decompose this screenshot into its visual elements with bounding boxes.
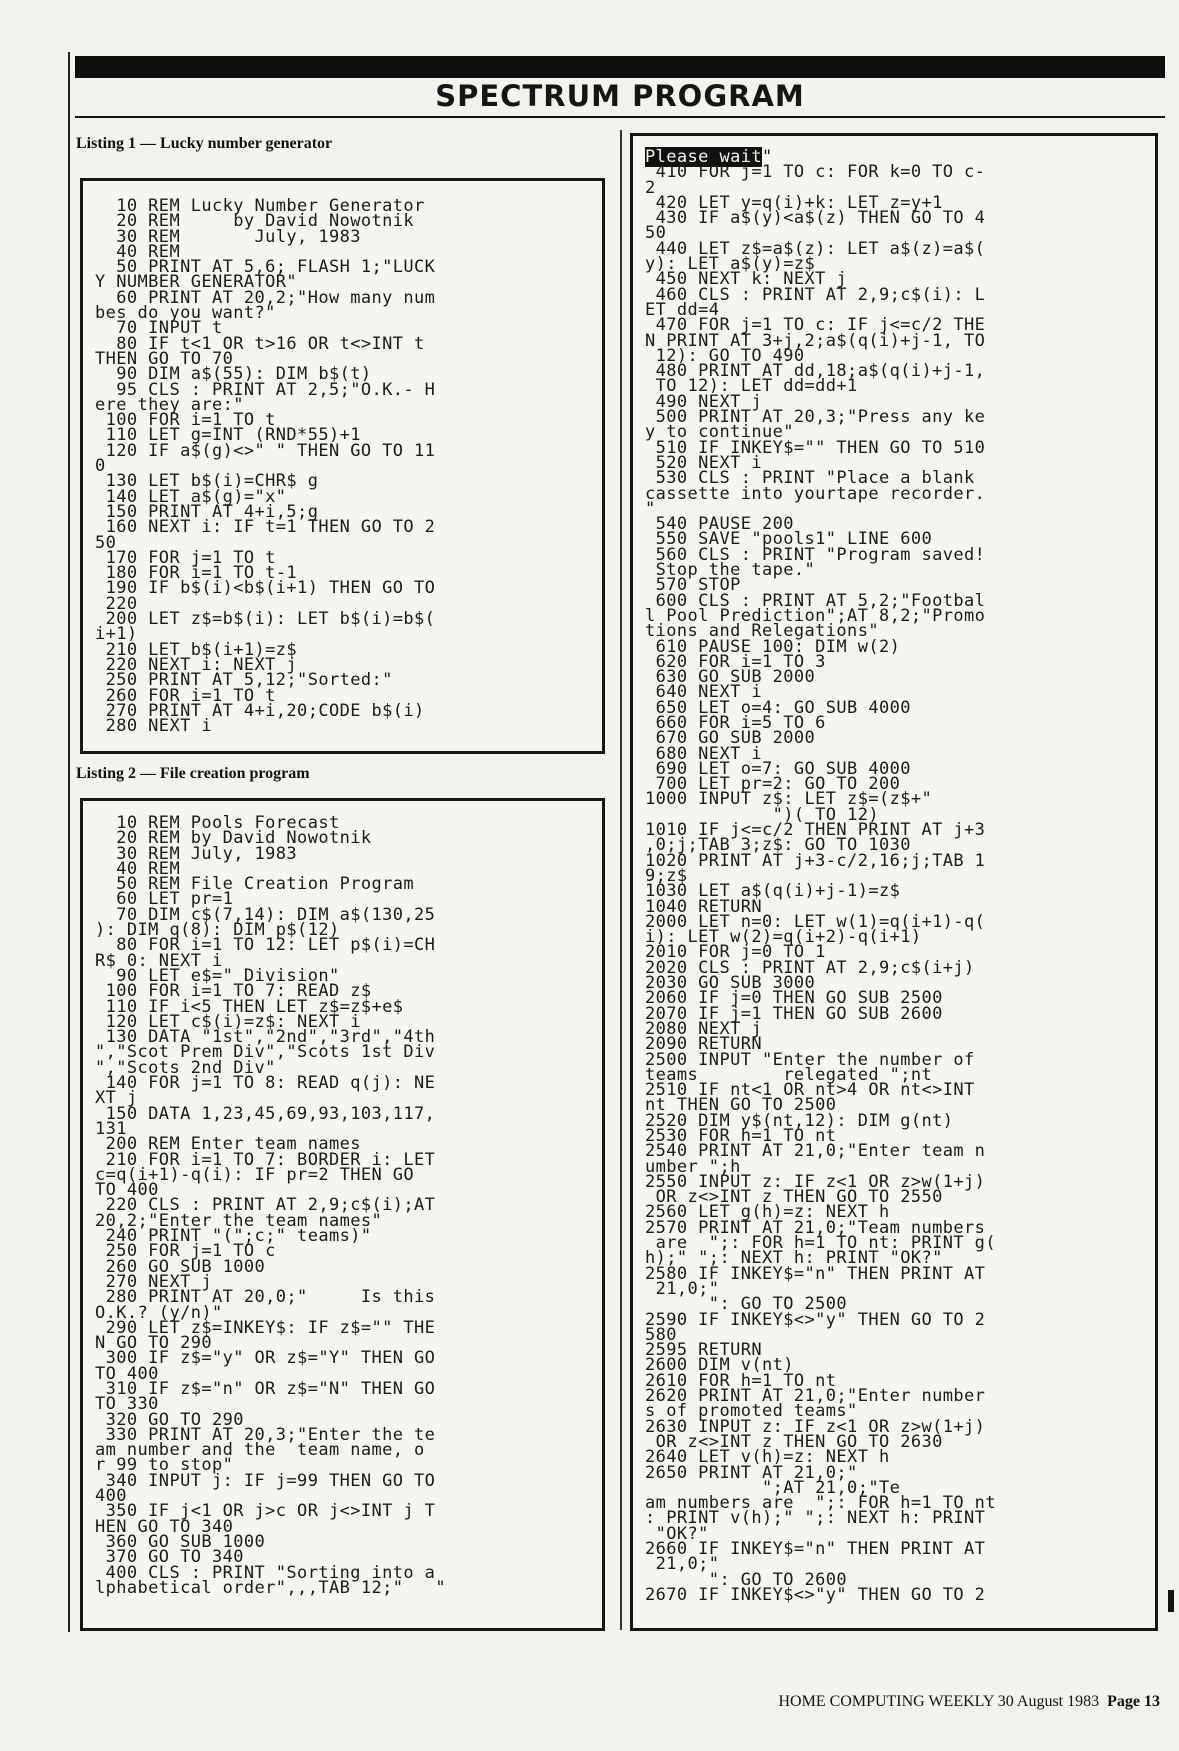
code-line: 80 FOR i=1 TO 12: LET p$(i)=CH [95, 935, 436, 956]
code-line: ,0;j;TAB 3;z$: GO TO 1030 [645, 835, 911, 856]
code-line: 560 CLS : PRINT "Program saved! [645, 544, 986, 565]
code-line: lphabetical order",,,TAB 12;" " [95, 1577, 446, 1598]
code-line: 220 [95, 593, 138, 614]
code-line: 90 DIM a$(55): DIM b$(t) [95, 364, 372, 385]
code-line: 150 DATA 1,23,45,69,93,103,117, [95, 1103, 436, 1124]
code-line: 400 CLS : PRINT "Sorting into a [95, 1562, 436, 1583]
code-line: h);" ";: NEXT h: PRINT "OK?" [645, 1248, 943, 1269]
code-line: ": GO TO 2600 [645, 1569, 848, 1590]
code-line: 160 NEXT i: IF t=1 THEN GO TO 2 [95, 517, 436, 538]
code-line: 1020 PRINT AT j+3-c/2,16;j;TAB 1 [645, 850, 986, 871]
code-line: 690 LET o=7: GO SUB 4000 [645, 758, 911, 779]
code-line: 430 IF a$(y)<a$(z) THEN GO TO 4 [645, 208, 986, 229]
code-line: Y NUMBER GENERATOR" [95, 272, 298, 293]
listing-2-box [80, 798, 605, 1631]
code-line: 2610 FOR h=1 TO nt [645, 1370, 837, 1391]
code-line: 400 [95, 1486, 127, 1507]
listing-1-caption: Listing 1 — Lucky number generator [76, 135, 333, 152]
code-line: y to continue" [645, 422, 794, 443]
code-line: 630 GO SUB 2000 [645, 667, 816, 688]
code-line: 130 LET b$(i)=CHR$ g [95, 471, 319, 492]
code-line: 20,2;"Enter the team names" [95, 1210, 383, 1231]
code-line: 9;z$ [645, 865, 688, 886]
code-line: 20 REM by David Nowotnik [95, 828, 372, 849]
code-line: cassette into yourtape recorder. [645, 483, 986, 504]
code-line: ","Scots 2nd Div" [95, 1057, 276, 1078]
listing-1-box [80, 178, 605, 754]
code-line: XT j [95, 1088, 138, 1109]
code-line: 0 [95, 456, 106, 477]
code-line: N GO TO 290 [95, 1333, 212, 1354]
code-line: 50 PRINT AT 5,6; FLASH 1;"LUCK [95, 257, 436, 278]
listing-2-caption: Listing 2 — File creation program [76, 765, 310, 782]
code-line: 660 FOR i=5 TO 6 [645, 712, 826, 733]
code-line: N PRINT AT 3+j,2;a$(q(i)+j-1, TO [645, 330, 986, 351]
code-line: r 99 to stop" [95, 1455, 234, 1476]
code-line: ET dd=4 [645, 299, 720, 320]
code-line: 131 [95, 1118, 127, 1139]
code-line: 2030 GO SUB 3000 [645, 973, 816, 994]
listing-continuation-box [630, 133, 1158, 1631]
code-line: 12): GO TO 490 [645, 345, 805, 366]
code-line: 110 LET g=INT (RND*55)+1 [95, 425, 361, 446]
listing-2-code [95, 813, 446, 1598]
code-line: 220 CLS : PRINT AT 2,9;c$(i);AT [95, 1195, 436, 1216]
code-line: 270 PRINT AT 4+i,20;CODE b$(i) [95, 700, 425, 721]
code-line: 600 CLS : PRINT AT 5,2;"Footbal [645, 590, 986, 611]
code-line: 640 NEXT i [645, 682, 762, 703]
code-line: am number and the team name, o [95, 1440, 425, 1461]
code-line: y): LET a$(y)=z$ [645, 254, 816, 275]
code-line: 260 FOR i=1 TO t [95, 685, 276, 706]
code-line: 240 PRINT "(";c;" teams)" [95, 1226, 372, 1247]
code-line: 440 LET z$=a$(z): LET a$(z)=a$( [645, 238, 986, 259]
listing-continuation-code [645, 147, 996, 1605]
code-line: 370 GO TO 340 [95, 1547, 244, 1568]
code-line: 470 FOR j=1 TO c: IF j<=c/2 THE [645, 315, 986, 336]
code-line: 2 [645, 177, 656, 198]
code-line: 280 NEXT i [95, 716, 212, 737]
code-line: 2640 LET v(h)=z: NEXT h [645, 1447, 890, 1468]
code-line: 530 CLS : PRINT "Place a blank [645, 468, 975, 489]
code-line: 2595 RETURN [645, 1340, 762, 1361]
code-line: ere they are:" [95, 394, 244, 415]
code-line: 140 FOR j=1 TO 8: READ q(j): NE [95, 1073, 436, 1094]
code-line: 2000 LET n=0: LET w(1)=q(i+1)-q( [645, 911, 986, 932]
code-line: 2600 DIM v(nt) [645, 1355, 794, 1376]
code-line: OR z<>INT z THEN GO TO 2630 [645, 1431, 943, 1452]
left-column-rule [68, 52, 70, 1632]
code-line: 650 LET o=4: GO SUB 4000 [645, 697, 911, 718]
code-line: 2090 RETURN [645, 1034, 762, 1055]
code-line: 290 LET z$=INKEY$: IF z$="" THE [95, 1317, 436, 1338]
code-line: 570 STOP [645, 575, 741, 596]
code-line: 410 FOR j=1 TO c: FOR k=0 TO c- [645, 162, 986, 183]
code-line: are ";: FOR h=1 TO nt: PRINT g( [645, 1233, 996, 1254]
code-line: 330 PRINT AT 20,3;"Enter the te [95, 1424, 436, 1445]
code-line: "OK?" [645, 1523, 709, 1544]
code-line: i+1) [95, 624, 138, 645]
code-line: 1000 INPUT z$: LET z$=(z$+" [645, 789, 933, 810]
code-line: i): LET w(2)=q(i+2)-q(i+1) [645, 927, 922, 948]
code-line: 220 NEXT i: NEXT j [95, 654, 298, 675]
page-footer [720, 1693, 1160, 1715]
code-line: 2530 FOR h=1 TO nt [645, 1126, 837, 1146]
code-line: 300 IF z$="y" OR z$="Y" THEN GO [95, 1348, 436, 1369]
code-line: 20 REM by David Nowotnik [95, 211, 415, 232]
code-line: 2580 IF INKEY$="n" THEN PRINT AT [645, 1263, 986, 1284]
code-line: 2550 INPUT z: IF z<1 OR z>w(1+j) [645, 1171, 986, 1192]
code-line: 540 PAUSE 200 [645, 514, 794, 535]
page-title: SPECTRUM PROGRAM [435, 79, 805, 113]
code-line: 2540 PRINT AT 21,0;"Enter team n [645, 1141, 986, 1162]
code-line: 310 IF z$="n" OR z$="N" THEN GO [95, 1378, 436, 1399]
code-line: 360 GO SUB 1000 [95, 1531, 266, 1552]
code-line: 60 PRINT AT 20,2;"How many num [95, 287, 436, 308]
code-line: 40 REM [95, 241, 181, 262]
code-line: 350 IF j<1 OR j>c OR j<>INT j T [95, 1501, 436, 1522]
code-line: 50 [645, 223, 667, 244]
code-line: bes do you want?" [95, 303, 276, 324]
code-line: R$ 0: NEXT i [95, 950, 223, 971]
code-line: 420 LET y=q(i)+k: LET z=y+1 [645, 192, 943, 213]
code-line: ": GO TO 2500 [645, 1294, 848, 1315]
code-line: nt THEN GO TO 2500 [645, 1095, 837, 1116]
code-line: 50 [95, 532, 117, 553]
code-line: HEN GO TO 340 [95, 1516, 234, 1537]
code-line: 200 LET z$=b$(i): LET b$(i)=b$( [95, 609, 436, 630]
inverse-video-text: Please wait [645, 147, 762, 167]
code-line: 2070 IF j=1 THEN GO SUB 2600 [645, 1003, 943, 1024]
code-line: 140 LET a$(g)="x" [95, 486, 287, 507]
code-line: 70 INPUT t [95, 318, 223, 339]
code-line: 100 FOR i=1 TO t [95, 410, 276, 431]
code-line: ")( TO 12) [645, 804, 879, 825]
code-line: 200 REM Enter team names [95, 1134, 361, 1155]
code-line: TO 400 [95, 1180, 159, 1201]
code-line: 1010 IF j<=c/2 THEN PRINT AT j+3 [645, 820, 986, 841]
code-line: 2520 DIM y$(nt,12): DIM g(nt) [645, 1110, 954, 1131]
code-line: 120 IF a$(g)<>" " THEN GO TO 11 [95, 440, 436, 461]
code-line: 2590 IF INKEY$<>"y" THEN GO TO 2 [645, 1309, 986, 1330]
code-line: " [645, 498, 656, 519]
code-line: 700 LET pr=2: GO TO 200 [645, 774, 901, 795]
publication-line: HOME COMPUTING WEEKLY 30 August 1983 [778, 1693, 1100, 1710]
code-line: 150 PRINT AT 4+i,5;g [95, 501, 319, 522]
code-line: 2650 PRINT AT 21,0;" [645, 1462, 858, 1483]
code-line: 550 SAVE "pools1" LINE 600 [645, 529, 933, 550]
code-line: Stop the tape." [645, 560, 816, 581]
code-line: 130 DATA "1st","2nd","3rd","4th [95, 1027, 436, 1048]
code-line: 1030 LET a$(q(i)+j-1)=z$ [645, 881, 901, 902]
code-line: 2570 PRINT AT 21,0;"Team numbers [645, 1217, 986, 1238]
code-line: THEN GO TO 70 [95, 348, 234, 369]
code-line: 2020 CLS : PRINT AT 2,9;c$(i+j) [645, 957, 975, 978]
code-line: 80 IF t<1 OR t>16 OR t<>INT t [95, 333, 425, 354]
code-line: : PRINT v(h);" ";: NEXT h: PRINT [645, 1508, 986, 1529]
code-line: 170 FOR j=1 TO t [95, 547, 276, 568]
code-line: TO 12): LET dd=dd+1 [645, 376, 858, 397]
code-line: 260 GO SUB 1000 [95, 1256, 266, 1277]
code-line: l Pool Prediction";AT 8,2;"Promo [645, 605, 986, 626]
code-line: s of promoted teams" [645, 1401, 858, 1422]
code-line: 340 INPUT j: IF j=99 THEN GO TO [95, 1470, 436, 1491]
code-line: 320 GO TO 290 [95, 1409, 244, 1430]
code-line: 680 NEXT i [645, 743, 762, 764]
code-line: 2660 IF INKEY$="n" THEN PRINT AT [645, 1539, 986, 1560]
title-underline [75, 116, 1165, 118]
page-number: Page 13 [1107, 1693, 1160, 1710]
code-line: 450 NEXT k: NEXT j [645, 269, 848, 290]
edge-mark [1168, 1590, 1174, 1612]
code-line: Please wait" [645, 147, 773, 167]
code-line: teams relegated ";nt [645, 1064, 933, 1085]
code-line: 580 [645, 1324, 677, 1345]
code-line: 2620 PRINT AT 21,0;"Enter number [645, 1386, 986, 1407]
code-line: 120 LET c$(i)=z$: NEXT i [95, 1011, 361, 1032]
code-line: ): DIM q(8): DIM p$(12) [95, 920, 340, 941]
code-line: 50 REM File Creation Program [95, 874, 415, 895]
code-line: 30 REM July, 1983 [95, 843, 298, 864]
column-divider [620, 130, 622, 1630]
code-line: 90 LET e$=" Division" [95, 965, 340, 986]
code-line: 180 FOR i=1 TO t-1 [95, 563, 298, 584]
code-line: TO 400 [95, 1363, 159, 1384]
code-line: 270 NEXT j [95, 1271, 212, 1292]
code-line: am numbers are ";: FOR h=1 TO nt [645, 1493, 996, 1514]
code-line: 2010 FOR j=0 TO 1 [645, 942, 826, 963]
code-line: 40 REM [95, 858, 181, 879]
code-line: 280 PRINT AT 20,0;" Is this [95, 1287, 436, 1308]
code-line: 520 NEXT i [645, 452, 762, 473]
code-line: ","Scot Prem Div","Scots 1st Div [95, 1042, 436, 1063]
code-line: 670 GO SUB 2000 [645, 728, 816, 749]
code-line: 2080 NEXT j [645, 1018, 762, 1039]
code-line: 70 DIM c$(7,14): DIM a$(130,25 [95, 904, 436, 925]
code-line: umber ";h [645, 1156, 741, 1177]
code-line: 2060 IF j=0 THEN GO SUB 2500 [645, 988, 943, 1009]
code-line: 620 FOR i=1 TO 3 [645, 651, 826, 672]
code-line: 610 PAUSE 100: DIM w(2) [645, 636, 901, 657]
code-line: 190 IF b$(i)<b$(i+1) THEN GO TO [95, 578, 436, 599]
code-line: 110 IF i<5 THEN LET z$=z$+e$ [95, 996, 404, 1017]
code-line: 210 FOR i=1 TO 7: BORDER i: LET [95, 1149, 436, 1170]
code-line: 510 IF INKEY$="" THEN GO TO 510 [645, 437, 986, 458]
code-line: 460 CLS : PRINT AT 2,9;c$(i): L [645, 284, 986, 305]
code-line: 21,0;" [645, 1278, 720, 1299]
code-line: 250 FOR j=1 TO c [95, 1241, 276, 1262]
code-line: 490 NEXT j [645, 391, 762, 412]
code-line: OR z<>INT z THEN GO TO 2550 [645, 1187, 943, 1208]
code-line: 95 CLS : PRINT AT 2,5;"O.K.- H [95, 379, 436, 400]
code-line: 60 LET pr=1 [95, 889, 234, 910]
listing-1-code [95, 196, 436, 737]
code-line: tions and Relegations" [645, 621, 879, 642]
code-line: 480 PRINT AT dd,18;a$(q(i)+j-1, [645, 361, 986, 382]
code-line: 2670 IF INKEY$<>"y" THEN GO TO 2 [645, 1584, 986, 1605]
code-line: 30 REM July, 1983 [95, 226, 361, 247]
code-line: 2630 INPUT z: IF z<1 OR z>w(1+j) [645, 1416, 986, 1437]
code-line: 250 PRINT AT 5,12;"Sorted:" [95, 670, 393, 691]
title-banner-bar [75, 56, 1165, 78]
code-line: TO 330 [95, 1394, 159, 1415]
code-line: 1040 RETURN [645, 896, 762, 917]
code-line: 2510 IF nt<1 OR nt>4 OR nt<>INT [645, 1080, 975, 1101]
code-line: 210 LET b$(i+1)=z$ [95, 639, 298, 660]
code-line: ";AT 21,0;"Te [645, 1477, 901, 1498]
code-line: 100 FOR i=1 TO 7: READ z$ [95, 981, 372, 1002]
code-line: 10 REM Pools Forecast [95, 813, 340, 833]
code-line: 2500 INPUT "Enter the number of [645, 1049, 975, 1070]
code-line: 500 PRINT AT 20,3;"Press any ke [645, 407, 986, 428]
code-line: 10 REM Lucky Number Generator [95, 196, 425, 216]
code-line: c=q(i+1)-q(i): IF pr=2 THEN GO [95, 1164, 415, 1185]
code-line: O.K.? (y/n)" [95, 1302, 223, 1323]
code-line: 21,0;" [645, 1554, 720, 1575]
code-line: 2560 LET g(h)=z: NEXT h [645, 1202, 890, 1223]
